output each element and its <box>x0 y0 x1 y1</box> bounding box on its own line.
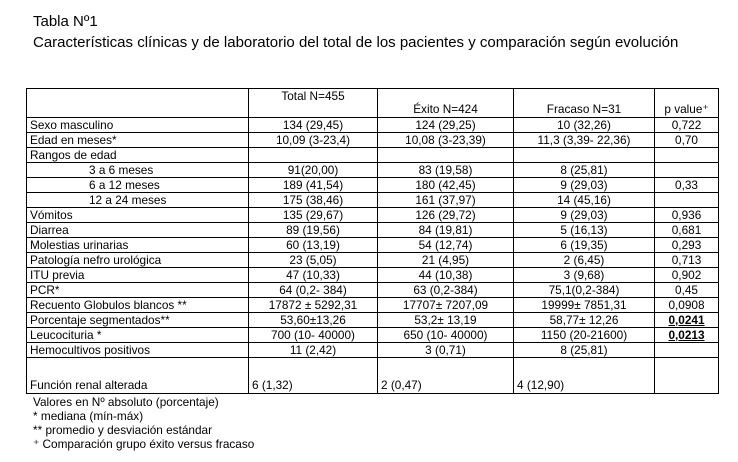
note: ** promedio y desviación estándar <box>33 423 213 437</box>
cell-total: 11 (2,42) <box>249 343 378 358</box>
cell-exito: 84 (19,81) <box>378 223 514 238</box>
table-row <box>27 193 719 208</box>
cell-total: 700 (10- 40000) <box>249 328 378 343</box>
cell-p-value: 0,936 <box>655 208 719 223</box>
note: ⁺ Comparación grupo éxito versus fracaso <box>33 437 255 451</box>
cell-exito: 21 (4,95) <box>378 253 514 268</box>
header-label <box>27 89 249 118</box>
cell-fracaso <box>514 148 655 163</box>
cell-exito: 126 (29,72) <box>378 208 514 223</box>
cell-total: 47 (10,33) <box>249 268 378 283</box>
table-row <box>27 118 719 133</box>
row-label: PCR* <box>27 283 249 298</box>
row-label: Función renal alterada <box>27 358 249 394</box>
cell-fracaso: 10 (32,26) <box>514 118 655 133</box>
note: Valores en Nº absoluto (porcentaje) <box>33 395 219 409</box>
cell-p-value <box>655 358 719 394</box>
cell-p-value: 0,293 <box>655 238 719 253</box>
cell-fracaso: 2 (6,45) <box>514 253 655 268</box>
significant-p-value: 0,0213 <box>668 327 705 342</box>
row-label: Porcentaje segmentados** <box>27 313 249 328</box>
cell-total: 89 (19,56) <box>249 223 378 238</box>
cell-exito: 83 (19,58) <box>378 163 514 178</box>
header-exito: Éxito N=424 <box>378 89 514 118</box>
table-row <box>27 358 719 394</box>
row-label: Rangos de edad <box>27 148 249 163</box>
table-row <box>27 223 719 238</box>
cell-fracaso: 6 (19,35) <box>514 238 655 253</box>
row-label: Diarrea <box>27 223 249 238</box>
cell-total: 60 (13,19) <box>249 238 378 253</box>
cell-exito: 44 (10,38) <box>378 268 514 283</box>
row-label: Molestias urinarias <box>27 238 249 253</box>
note: * mediana (mín-máx) <box>33 409 144 423</box>
cell-p-value <box>655 328 719 343</box>
cell-fracaso: 9 (29,03) <box>514 208 655 223</box>
table-row <box>27 268 719 283</box>
cell-p-value <box>655 148 719 163</box>
cell-fracaso: 9 (29,03) <box>514 178 655 193</box>
cell-p-value: 0,722 <box>655 118 719 133</box>
cell-exito: 650 (10- 40000) <box>378 328 514 343</box>
cell-p-value: 0,45 <box>655 283 719 298</box>
table-row <box>27 238 719 253</box>
cell-total: 53,60±13,26 <box>249 313 378 328</box>
table-row <box>27 133 719 148</box>
table-row <box>27 253 719 268</box>
cell-total: 189 (41,54) <box>249 178 378 193</box>
table-notes <box>33 395 254 451</box>
header-total: Total N=455 <box>249 89 378 118</box>
cell-fracaso: 58,77± 12,26 <box>514 313 655 328</box>
table-row <box>27 298 719 313</box>
cell-p-value <box>655 163 719 178</box>
row-label: Leucocituria * <box>27 328 249 343</box>
clinical-table <box>26 88 719 394</box>
cell-exito: 180 (42,45) <box>378 178 514 193</box>
table-title: Tabla Nº1 <box>33 13 98 30</box>
cell-fracaso: 4 (12,90) <box>514 358 655 394</box>
header-p: p value⁺ <box>655 89 719 118</box>
cell-exito: 17707± 7207,09 <box>378 298 514 313</box>
table-row <box>27 328 719 343</box>
cell-exito: 63 (0,2-384) <box>378 283 514 298</box>
table-row <box>27 313 719 328</box>
cell-total: 6 (1,32) <box>249 358 378 394</box>
cell-exito <box>378 148 514 163</box>
cell-p-value: 0,681 <box>655 223 719 238</box>
cell-fracaso: 75,1(0,2-384) <box>514 283 655 298</box>
row-label: ITU previa <box>27 268 249 283</box>
header-fracaso: Fracaso N=31 <box>514 89 655 118</box>
cell-total: 175 (38,46) <box>249 193 378 208</box>
table-subtitle: Características clínicas y de laboratorio del total de los pacientes y comparación según evolución <box>33 34 679 51</box>
table-row <box>27 178 719 193</box>
cell-fracaso: 8 (25,81) <box>514 343 655 358</box>
cell-fracaso: 1150 (20-21600) <box>514 328 655 343</box>
cell-p-value: 0,713 <box>655 253 719 268</box>
cell-p-value <box>655 193 719 208</box>
row-label: Vómitos <box>27 208 249 223</box>
table-row <box>27 148 719 163</box>
cell-exito: 10,08 (3-23,39) <box>378 133 514 148</box>
cell-p-value: 0,0908 <box>655 298 719 313</box>
cell-exito: 54 (12,74) <box>378 238 514 253</box>
table-row <box>27 343 719 358</box>
cell-fracaso: 11,3 (3,39- 22,36) <box>514 133 655 148</box>
row-label: Patología nefro urológica <box>27 253 249 268</box>
cell-fracaso: 5 (16,13) <box>514 223 655 238</box>
cell-exito: 161 (37,97) <box>378 193 514 208</box>
cell-fracaso: 8 (25,81) <box>514 163 655 178</box>
row-label: 12 a 24 meses <box>27 193 249 208</box>
row-label: Sexo masculino <box>27 118 249 133</box>
cell-p-value <box>655 343 719 358</box>
row-label: Hemocultivos positivos <box>27 343 249 358</box>
cell-fracaso: 3 (9,68) <box>514 268 655 283</box>
row-label: Edad en meses* <box>27 133 249 148</box>
table-row <box>27 163 719 178</box>
cell-total: 23 (5,05) <box>249 253 378 268</box>
cell-p-value: 0,902 <box>655 268 719 283</box>
significant-p-value: 0,0241 <box>668 312 705 327</box>
cell-exito: 2 (0,47) <box>378 358 514 394</box>
header-row <box>27 89 719 118</box>
cell-exito: 3 (0,71) <box>378 343 514 358</box>
cell-total: 17872 ± 5292,31 <box>249 298 378 313</box>
cell-total: 64 (0,2- 384) <box>249 283 378 298</box>
cell-total: 10,09 (3-23,4) <box>249 133 378 148</box>
table-row <box>27 283 719 298</box>
cell-total: 135 (29,67) <box>249 208 378 223</box>
table-row <box>27 208 719 223</box>
cell-total: 134 (29,45) <box>249 118 378 133</box>
row-label: 6 a 12 meses <box>27 178 249 193</box>
row-label: 3 a 6 meses <box>27 163 249 178</box>
cell-exito: 53,2± 13,19 <box>378 313 514 328</box>
cell-fracaso: 14 (45,16) <box>514 193 655 208</box>
cell-p-value: 0,70 <box>655 133 719 148</box>
cell-fracaso: 19999± 7851,31 <box>514 298 655 313</box>
cell-total <box>249 148 378 163</box>
cell-exito: 124 (29,25) <box>378 118 514 133</box>
cell-total: 91(20,00) <box>249 163 378 178</box>
cell-p-value: 0,33 <box>655 178 719 193</box>
cell-p-value <box>655 313 719 328</box>
row-label: Recuento Globulos blancos ** <box>27 298 249 313</box>
